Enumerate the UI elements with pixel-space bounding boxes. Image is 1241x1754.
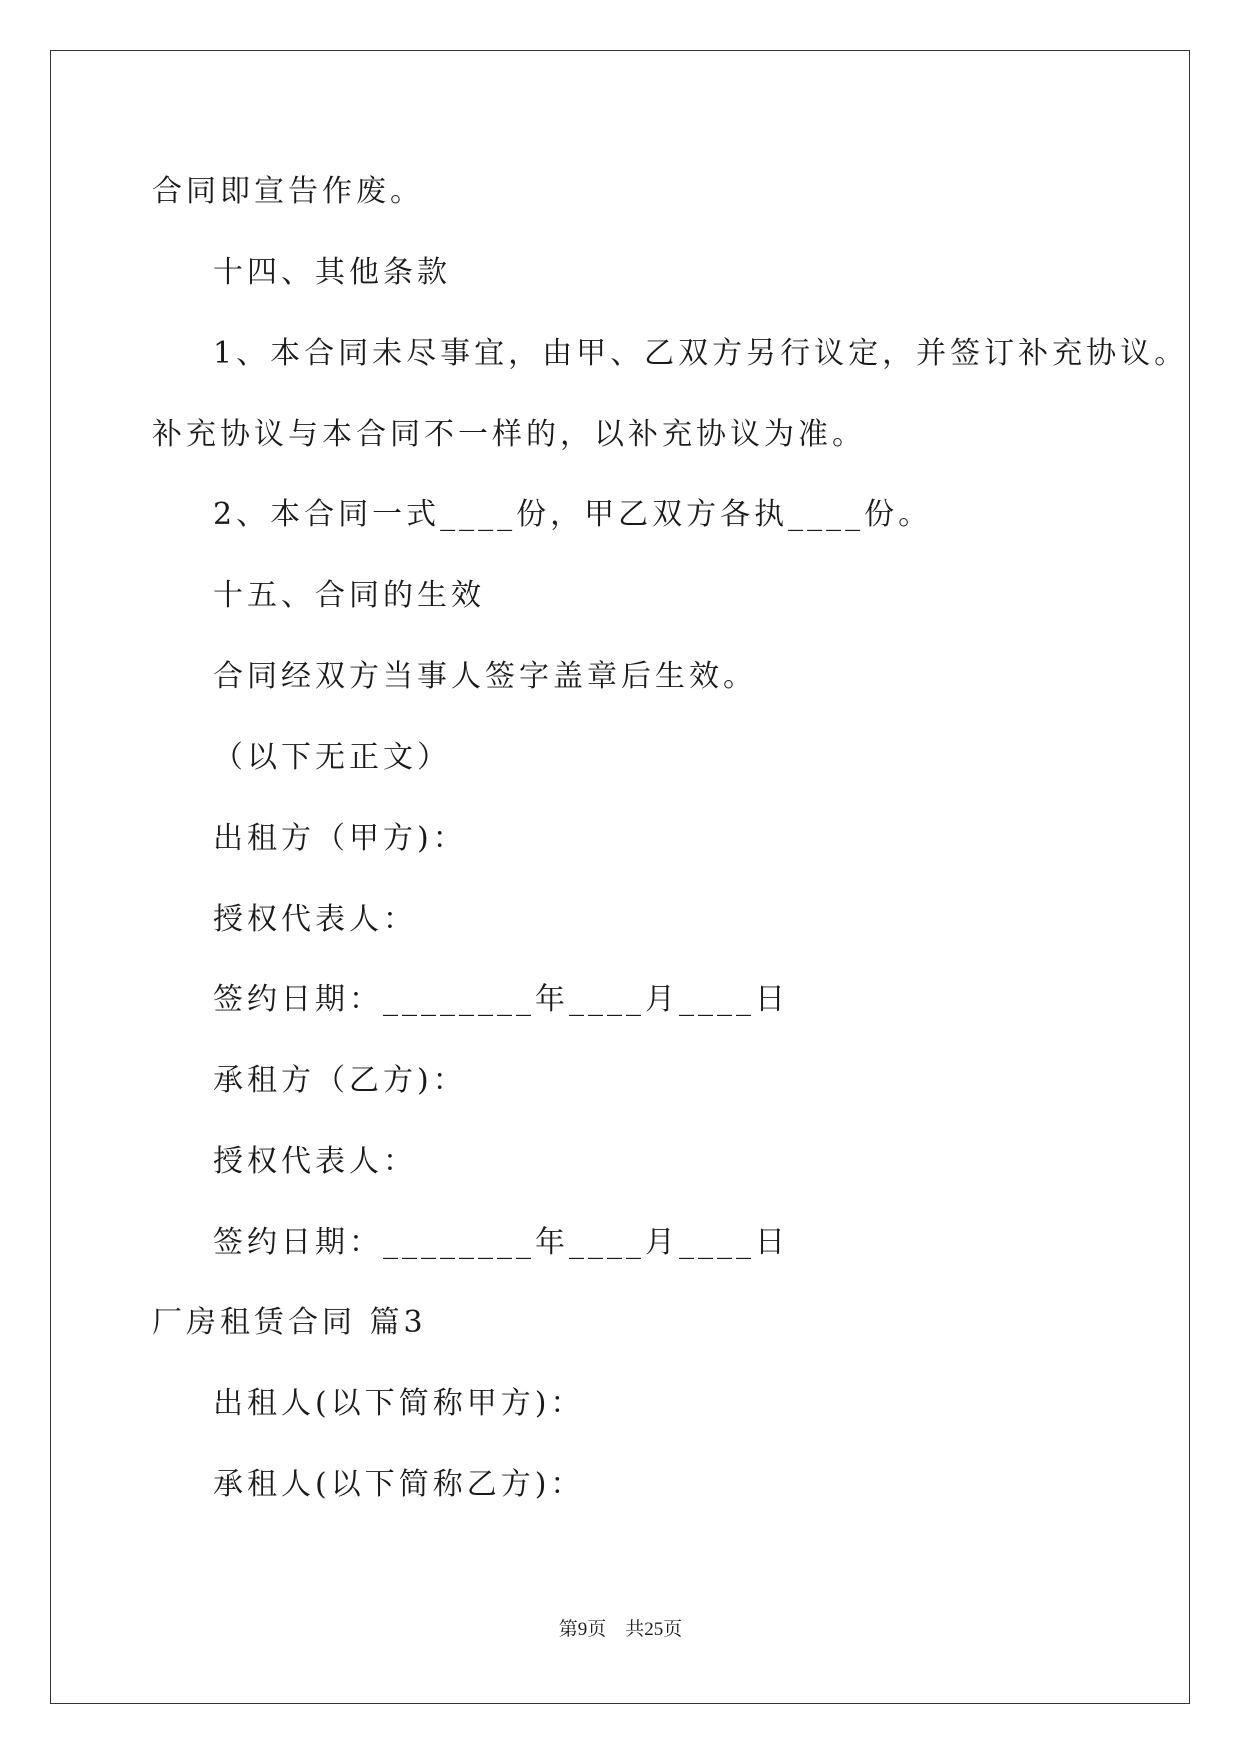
signature-label: 承租方（乙方)： (213, 1063, 467, 1098)
signature-label: 授权代表人： (213, 1144, 417, 1179)
page-frame (50, 50, 1190, 1704)
text-line: 1、本合同未尽事宜，由甲、乙双方另行议定，并签订补充协议。 (213, 336, 1189, 371)
signature-label: 出租方（甲方)： (213, 821, 467, 856)
date-line: 签约日期：________年____月____日 (213, 982, 789, 1017)
text-line: 合同经双方当事人签字盖章后生效。 (213, 659, 757, 694)
text-line: （以下无正文） (213, 740, 451, 775)
signature-label: 授权代表人： (213, 902, 417, 937)
contract-title: 厂房租赁合同 篇3 (152, 1305, 427, 1340)
party-label: 承租人(以下简称乙方)： (213, 1467, 585, 1502)
text-line: 补充协议与本合同不一样的，以补充协议为准。 (152, 417, 866, 452)
section-heading: 十四、其他条款 (213, 255, 451, 290)
text-line: 合同即宣告作废。 (152, 174, 424, 209)
text-line: 2、本合同一式____份，甲乙双方各执____份。 (213, 497, 933, 532)
date-line: 签约日期：________年____月____日 (213, 1225, 789, 1260)
page-number-footer: 第9页 共25页 (558, 1619, 683, 1640)
party-label: 出租人(以下简称甲方)： (213, 1386, 585, 1421)
section-heading: 十五、合同的生效 (213, 578, 485, 613)
